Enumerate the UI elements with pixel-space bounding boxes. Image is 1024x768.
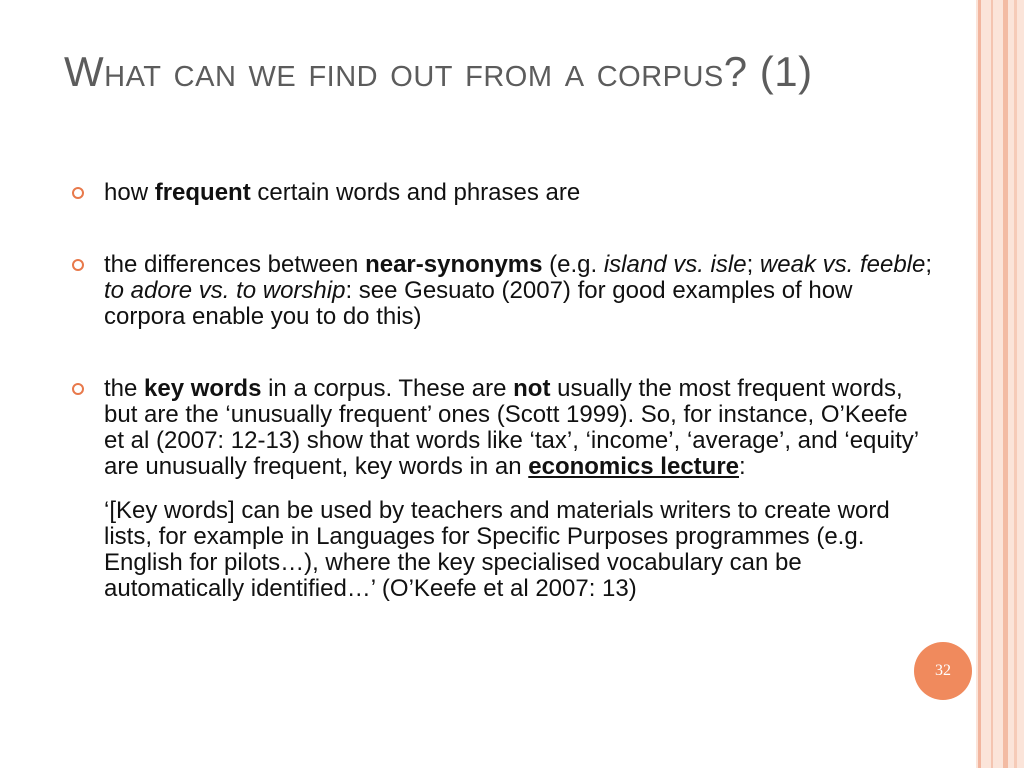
bullet-text: usually the most frequent words, but are the ‘unusually frequent’ ones (Scott 1999). So, for instance, O’Keefe et al (2007: 12-13) show that words like ‘tax’, ‘income’, ‘average’, and ‘equity’ are unusually frequent, key words in an (104, 375, 919, 480)
bullet-text: ; (746, 251, 760, 278)
page-number-badge: 32 (914, 642, 972, 700)
bullet-text: : see Gesuato (2007) for good examples of how corpora enable you to do this) (104, 277, 853, 330)
bullet-circle-icon (72, 383, 84, 395)
slide-title: What can we find out from a corpus? (1) (64, 48, 813, 95)
slide-body (72, 180, 932, 602)
bullet-item (72, 180, 932, 206)
bullet-circle-icon (72, 187, 84, 199)
bullet-text: (e.g. (542, 251, 604, 278)
bullet-bold-underlined-text: economics lecture (528, 453, 739, 480)
bullet-circle-icon (72, 259, 84, 271)
bullet-text: ; (925, 251, 933, 278)
bullet-bold-text: key words (144, 375, 262, 402)
bullet-italic-text: to adore vs. to worship (104, 277, 346, 304)
decorative-stripe (1014, 0, 1017, 768)
bullet-bold-text: not (513, 375, 551, 402)
bullet-text: the (104, 375, 145, 402)
block-quote: ‘[Key words] can be used by teachers and materials writers to create word lists, for example in Languages for Specific Purposes programmes (e.g. English for pilots…), where the key specialised vocabulary can be automatically identified…’ (O’Keefe et al 2007: 13) (104, 497, 890, 602)
bullet-text: : (739, 453, 746, 480)
bullet-italic-text: island vs. isle (603, 251, 747, 278)
decorative-stripe (991, 0, 993, 768)
decorative-stripe (978, 0, 981, 768)
decorative-stripe (1003, 0, 1008, 768)
bullet-text: in a corpus. These are (261, 375, 514, 402)
bullet-text: the differences between (104, 251, 366, 278)
bullet-text: certain words and phrases are (250, 179, 581, 206)
bullet-text: how (104, 179, 155, 206)
bullet-bold-text: frequent (154, 179, 251, 206)
bullet-italic-text: weak vs. feeble (759, 251, 926, 278)
bullet-item (72, 376, 932, 480)
bullet-bold-text: near-synonyms (365, 251, 543, 278)
bullet-item (72, 252, 932, 330)
